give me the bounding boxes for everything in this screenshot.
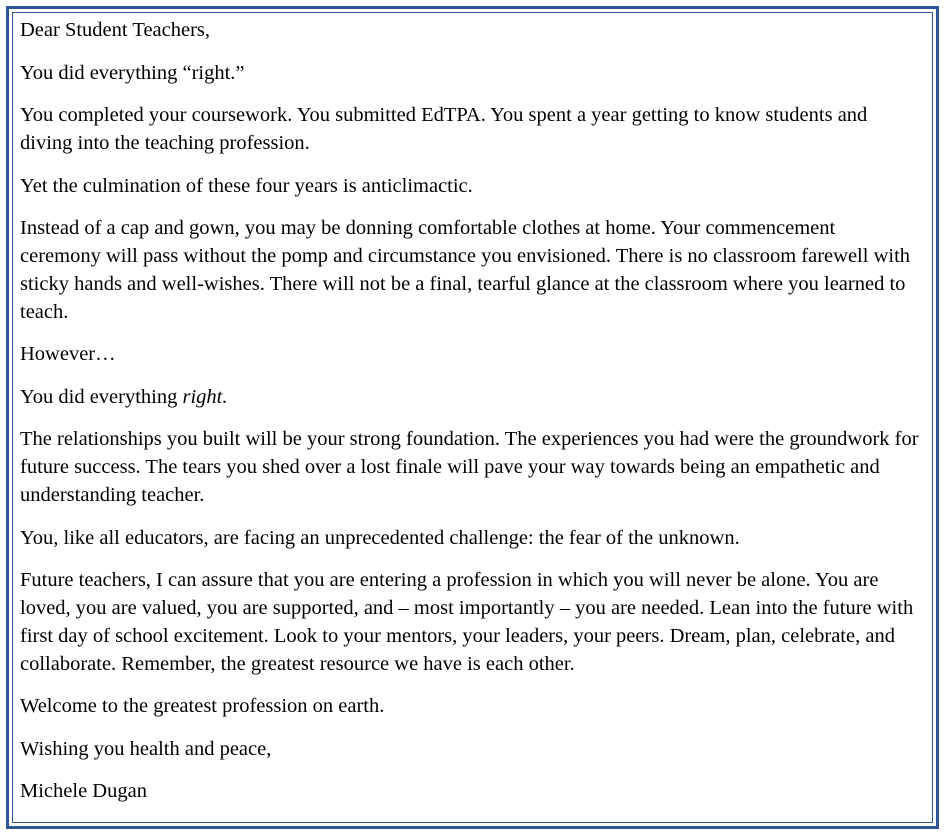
- paragraph-cap-and-gown: Instead of a cap and gown, you may be donning comfortable clothes at home. Your commencement ceremony will pass without the pomp and circumstance you envisioned. There is no classroom farewell with sticky hands and well-wishes. There will not be a final, tearful glance at the classroom where you learned to teach.: [20, 217, 911, 323]
- letter-body: [20, 17, 920, 821]
- paragraph-right-italic: right.: [182, 385, 228, 408]
- paragraph-unprecedented-challenge: You, like all educators, are facing an unprecedented challenge: the fear of the unknown.: [20, 526, 740, 549]
- paragraph-however: However…: [20, 343, 116, 366]
- letter-signature: Michele Dugan: [20, 780, 147, 803]
- paragraph-relationships: The relationships you built will be your strong foundation. The experiences you had were the groundwork for future success. The tears you shed over a lost finale will pave your way towards being an empathetic and understanding teacher.: [20, 428, 919, 506]
- paragraph-did-everything-right: You did everything “right.”: [20, 61, 245, 84]
- paragraph-future-teachers: Future teachers, I can assure that you are entering a profession in which you will never be alone. You are loved, you are valued, you are supported, and – most importantly – you are needed. Lean into the future with first day of school excitement. Look to your mentors, your leaders, your peers. Dream, plan, celebrate, and collaborate. Remember, the greatest resource we have is each other.: [20, 569, 914, 675]
- paragraph-welcome: Welcome to the greatest profession on earth.: [20, 695, 385, 718]
- letter-closing: Wishing you health and peace,: [20, 737, 272, 760]
- paragraph-right-emphasis: [20, 384, 920, 412]
- letter-salutation: Dear Student Teachers,: [20, 19, 211, 41]
- paragraph-coursework: You completed your coursework. You submitted EdTPA. You spent a year getting to know students and diving into the teaching profession.: [20, 104, 868, 154]
- paragraph-anticlimactic: Yet the culmination of these four years is anticlimactic.: [20, 174, 473, 197]
- paragraph-right-prefix: You did everything: [20, 385, 183, 408]
